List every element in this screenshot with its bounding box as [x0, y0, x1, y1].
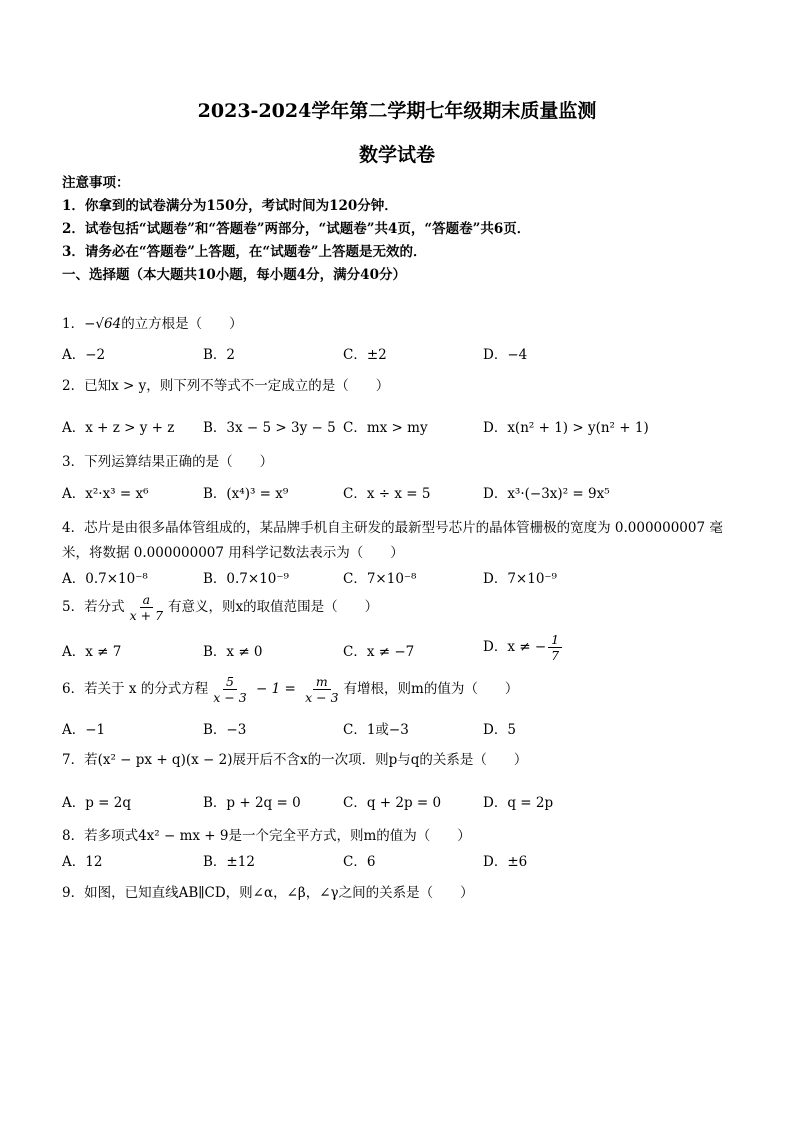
exam-title: 2023-2024学年第二学期七年级期末质量监测 — [197, 100, 597, 122]
fraction-numerator: m — [313, 674, 331, 690]
question-6 — [62, 674, 518, 705]
option-b: B．x ≠ 0 — [203, 644, 263, 660]
question-9: 9．如图，已知直线AB∥CD，则∠α，∠β，∠γ之间的关系是（ ） — [62, 885, 474, 901]
option-d: D．5 — [483, 722, 516, 738]
question-text: 有意义，则x的取值范围是（ ） — [168, 599, 379, 615]
equation-middle: − 1 = — [251, 681, 301, 697]
option-b: B．0.7×10⁻⁹ — [203, 571, 289, 587]
fraction-denominator: x − 3 — [305, 690, 339, 705]
question-7: 7．若(x² − px + q)(x − 2)展开后不含x的一次项．则p与q的关系是（ ） — [62, 752, 528, 768]
note-item: 2．试卷包括“试题卷”和“答题卷”两部分，“试题卷”共4页，“答题卷”共6页． — [62, 221, 531, 237]
question-number: 1． — [62, 316, 85, 332]
question-1 — [62, 312, 243, 332]
option-a: A．x²·x³ = x⁶ — [62, 486, 149, 502]
fraction-denominator: x − 3 — [213, 690, 247, 705]
option-c: C．q + 2p = 0 — [343, 795, 442, 811]
option-d: D．±6 — [483, 854, 528, 870]
option-c: C．7×10⁻⁸ — [343, 571, 417, 587]
question-math: −√64 — [84, 316, 122, 332]
fraction-numerator: 5 — [223, 674, 237, 690]
question-text: 的立方根是（ ） — [121, 316, 243, 332]
question-text: 5．若分式 — [62, 599, 125, 615]
fraction-denominator: 7 — [551, 648, 560, 663]
exam-subtitle: 数学试卷 — [358, 144, 435, 166]
section-heading: 一、选择题（本大题共10小题，每小题4分，满分40分） — [62, 267, 406, 283]
question-4-line-2: 米，将数据 0.000000007 用科学记数法表示为（ ） — [62, 545, 404, 561]
option-b: B．±12 — [203, 854, 255, 870]
option-a: A．−2 — [62, 347, 106, 363]
fraction-numerator: a — [140, 592, 153, 608]
option-c: C．±2 — [343, 347, 387, 363]
note-item: 1．你拿到的试卷满分为150分，考试时间为120分钟． — [62, 198, 398, 214]
option-b: B．p + 2q = 0 — [203, 795, 301, 811]
question-text: 6．若关于 x 的分式方程 — [62, 681, 209, 697]
option-c: C．x ÷ x = 5 — [343, 486, 431, 502]
question-8: 8．若多项式4x² − mx + 9是一个完全平方式，则m的值为（ ） — [62, 828, 471, 844]
note-item: 3．请务必在“答题卷”上答题，在“试题卷”上答题是无效的． — [62, 244, 427, 260]
option-b: B．(x⁴)³ = x⁹ — [203, 486, 289, 502]
fraction — [548, 632, 562, 663]
option-a: A．−1 — [62, 722, 106, 738]
option-b: B．3x − 5 > 3y − 5 — [203, 420, 336, 436]
question-2: 2．已知x > y，则下列不等式不一定成立的是（ ） — [62, 378, 390, 394]
fraction-numerator: 1 — [548, 632, 562, 648]
notes-heading: 注意事项： — [62, 175, 130, 191]
option-a: A．0.7×10⁻⁸ — [62, 571, 148, 587]
option-a: A．x ≠ 7 — [62, 644, 122, 660]
option-text: D．x ≠ − — [483, 639, 547, 655]
option-c: C．x ≠ −7 — [343, 644, 415, 660]
option-d: D．x(n² + 1) > y(n² + 1) — [483, 420, 649, 436]
option-d: D．q = 2p — [483, 795, 554, 811]
option-a: A．x + z > y + z — [62, 420, 175, 436]
option-c: C．6 — [343, 854, 376, 870]
question-3: 3．下列运算结果正确的是（ ） — [62, 454, 274, 470]
option-c: C．mx > my — [343, 420, 428, 436]
question-5 — [62, 592, 378, 623]
option-b: B．−3 — [203, 722, 247, 738]
option-b: B．2 — [203, 347, 236, 363]
fraction — [302, 674, 341, 705]
option-d — [483, 632, 564, 663]
option-d: D．7×10⁻⁹ — [483, 571, 557, 587]
option-c: C．1或−3 — [343, 722, 409, 738]
question-text: 有增根，则m的值为（ ） — [343, 681, 519, 697]
option-a: A．12 — [62, 854, 103, 870]
question-4-line-1: 4．芯片是由很多晶体管组成的，某品牌手机自主研发的最新型号芯片的晶体管栅极的宽度为 0.000000007 毫 — [62, 520, 723, 536]
fraction — [127, 592, 166, 623]
fraction-denominator: x + 7 — [129, 608, 164, 623]
option-d: D．x³·(−3x)² = 9x⁵ — [483, 486, 610, 502]
fraction — [210, 674, 249, 705]
option-d: D．−4 — [483, 347, 528, 363]
option-a: A．p = 2q — [62, 795, 132, 811]
notes-section — [62, 172, 530, 287]
